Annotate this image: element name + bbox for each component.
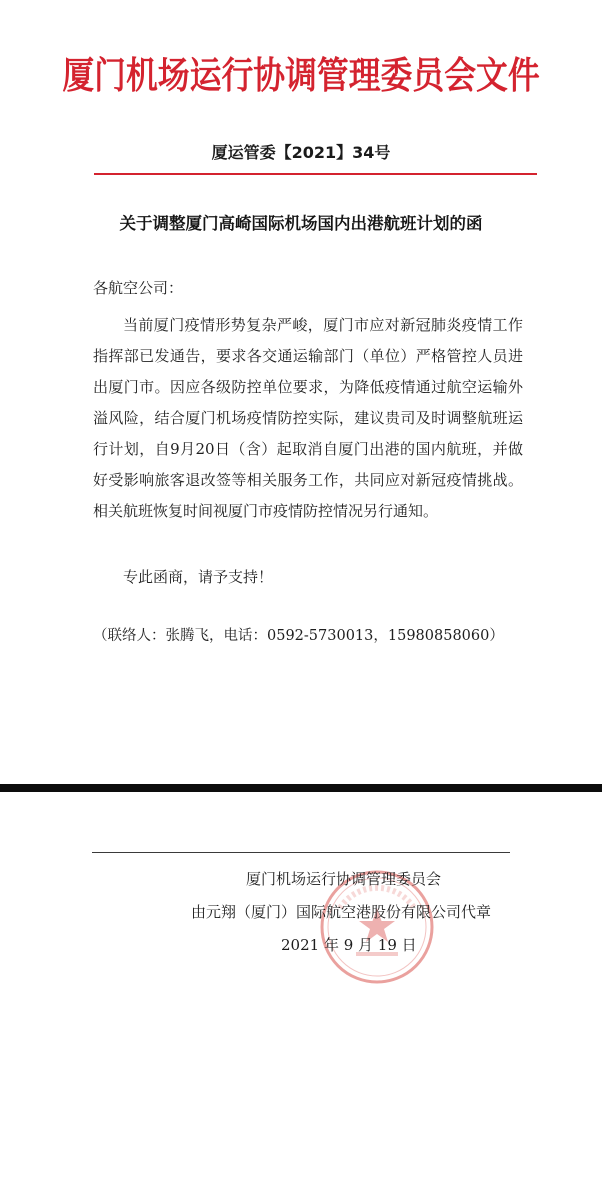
letter-closing: 专此函商，请予支持！: [123, 568, 274, 586]
issue-date: 2021 年 9 月 19 日: [281, 936, 417, 954]
seal-agent: 由元翔（厦门）国际航空港股份有限公司代章: [191, 903, 492, 921]
divider-bar: [0, 784, 602, 792]
letter-salutation: 各航空公司：: [93, 279, 184, 297]
letter-sheet-bottom: [0, 796, 602, 1200]
document-number: 厦运管委【2021】34号: [211, 143, 391, 162]
letter-subject: 关于调整厦门高崎国际机场国内出港航班计划的函: [119, 214, 483, 233]
issuer-name: 厦门机场运行协调管理委员会: [246, 870, 442, 888]
letter-body-paragraph: 当前厦门疫情形势复杂严峻，厦门市应对新冠肺炎疫情工作指挥部已发通告，要求各交通运输部门（单位）严格管控人员进出厦门市。因应各级防控单位要求，为降低疫情通过航空运输外溢风险，结合厦门机场疫情防控实际，建议贵司及时调整航班运行计划，自9月20日（含）起取消自厦门出港的国内航班，并做好受影响旅客退改签等相关服务工作，共同应对新冠疫情挑战。相关航班恢复时间视厦门市疫情防控情况另行通知。: [93, 316, 523, 520]
document-header-title: 厦门机场运行协调管理委员会文件: [62, 53, 540, 97]
signature-rule: [92, 852, 510, 853]
page-divider: [0, 758, 602, 796]
header-red-rule: [94, 173, 537, 175]
contact-info: （联络人：张腾飞，电话：0592-5730013，15980858060）: [93, 628, 504, 644]
